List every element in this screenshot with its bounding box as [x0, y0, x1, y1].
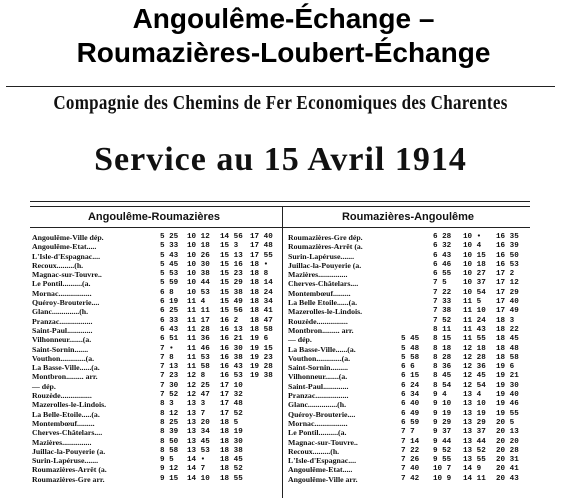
- departure-time: 13 19: [463, 409, 486, 418]
- departure-time: 16 30: [220, 344, 243, 353]
- departure-time: 11 46: [187, 344, 210, 353]
- departure-time: 10 44: [187, 279, 210, 288]
- departure-time: 19 15: [250, 344, 273, 353]
- departure-time: 15 3: [220, 242, 239, 251]
- departure-time: 10 38: [187, 270, 210, 279]
- station-name: Angoulême-Ville arr.: [288, 474, 358, 484]
- departure-time: 8 12: [160, 409, 179, 418]
- departure-time: 10 12: [187, 233, 210, 241]
- departure-time: 6 40: [401, 400, 420, 409]
- departure-time: 17 10: [220, 381, 243, 390]
- departure-time: 10 15: [463, 251, 486, 260]
- departure-time: 6 55: [433, 270, 452, 279]
- departure-time: 9 5: [160, 456, 174, 465]
- departure-time: 17 32: [220, 391, 243, 400]
- departure-time: 11 43: [463, 325, 486, 334]
- departure-time: 9 37: [433, 428, 452, 437]
- departure-time: 11 11: [187, 307, 210, 316]
- departure-time: 13 37: [463, 428, 486, 437]
- station-name: Roumazières-Arrêt (a.: [32, 465, 107, 475]
- timetable-document: [6, 86, 555, 501]
- station-name: Mornac.................: [288, 418, 348, 428]
- station-name: Glanc..............(h.: [32, 307, 89, 317]
- departure-time: 8 11: [433, 325, 452, 334]
- departure-time: 19 38: [250, 372, 273, 381]
- departure-time: 6 25: [160, 307, 179, 316]
- departure-time: 14 11: [463, 474, 486, 483]
- station-name: Pranzac.................: [32, 316, 93, 326]
- departure-time: 18 45: [220, 456, 243, 465]
- departure-time: 9 44: [433, 437, 452, 446]
- departure-time: 19 23: [250, 353, 273, 362]
- departure-time: 7 5: [433, 279, 447, 288]
- station-name: — dép.: [288, 335, 312, 345]
- departure-time: 6 59: [401, 418, 420, 427]
- departure-time: 7 14: [401, 437, 420, 446]
- departure-time: 18 •: [250, 260, 269, 269]
- departure-time: 8 45: [433, 372, 452, 381]
- service-heading: Service au 15 Avril 1914: [94, 141, 467, 178]
- departure-time: 18 41: [250, 307, 273, 316]
- column-separator: [282, 206, 283, 498]
- departure-time: 15 38: [220, 288, 243, 297]
- departure-time: 11 55: [463, 335, 486, 344]
- station-name: La Basse-Ville......(a.: [288, 344, 356, 354]
- departure-time: 18 47: [250, 316, 273, 325]
- departure-time: 5 48: [401, 344, 420, 353]
- departure-time: 13 34: [187, 428, 210, 437]
- departure-time: 6 8: [160, 288, 174, 297]
- station-name: Angoulême-Etat.....: [32, 242, 97, 252]
- departure-time: 10 53: [187, 288, 210, 297]
- departure-time: 5 45: [401, 335, 420, 344]
- departure-time: 15 49: [220, 298, 243, 307]
- departure-time: 8 54: [433, 381, 452, 390]
- station-name: Montbron......... arr.: [32, 372, 98, 382]
- station-name: Mazières...............: [288, 270, 348, 280]
- station-name: Vouthon.............(a.: [32, 353, 95, 363]
- station-name: Montembœuf.........: [32, 418, 95, 428]
- station-name: Juillac-la-Pouyerie (a.: [32, 446, 106, 456]
- station-name: Angoulême-Etat.....: [288, 465, 353, 475]
- departure-time: 7 30: [160, 381, 179, 390]
- departure-time: 10 26: [187, 251, 210, 260]
- station-name: Vilhonneur.......(a.: [288, 372, 348, 382]
- divider: [30, 227, 530, 228]
- departure-time: 16 13: [220, 325, 243, 334]
- departure-time: 9 29: [433, 418, 452, 427]
- departure-time: 8 39: [160, 428, 179, 437]
- departure-time: 9 10: [433, 400, 452, 409]
- departure-time: 8 18: [433, 344, 452, 353]
- departure-time: 5 53: [160, 270, 179, 279]
- station-name: Le Pontil..........(a.: [32, 279, 91, 289]
- left-table-heading: Angoulême-Roumazières: [87, 211, 221, 223]
- departure-time: 14 10: [187, 474, 210, 483]
- departure-time: 17 48: [220, 400, 243, 409]
- station-name: Quéroy-Brouterie....: [32, 298, 100, 308]
- departure-time: 10 18: [187, 242, 210, 251]
- departure-time: 15 13: [220, 251, 243, 260]
- departure-time: 11 5: [463, 298, 482, 307]
- departure-time: 20 43: [496, 474, 519, 483]
- station-name: Mazières...............: [32, 437, 92, 447]
- departure-time: 16 53: [496, 260, 519, 269]
- departure-time: 8 15: [433, 335, 452, 344]
- departure-time: 10 54: [463, 288, 486, 297]
- departure-time: 18 3: [496, 316, 515, 325]
- departure-time: 10 7: [433, 465, 452, 474]
- departure-time: 18 8: [250, 270, 269, 279]
- station-name: Surin-Lapéruse.......: [32, 456, 99, 466]
- divider: [30, 206, 530, 207]
- station-name: Magnac-sur-Touvre..: [32, 270, 102, 280]
- departure-time: 12 28: [463, 353, 486, 362]
- departure-time: 9 19: [433, 409, 452, 418]
- departure-time: 6 6: [401, 363, 415, 372]
- departure-time: 5 58: [401, 353, 420, 362]
- departure-time: 18 34: [250, 298, 273, 307]
- station-name: Saint-Paul.............: [288, 381, 349, 391]
- departure-time: 7 22: [433, 288, 452, 297]
- departure-time: 19 21: [496, 372, 519, 381]
- departure-time: 7 26: [401, 456, 420, 465]
- station-name: Vilhonneur.......(a.: [32, 335, 92, 345]
- station-name: Rouzède................: [32, 391, 92, 401]
- departure-time: 6 43: [160, 325, 179, 334]
- station-name: Pranzac.................: [288, 391, 349, 401]
- departure-time: 11 10: [463, 307, 486, 316]
- departure-time: 6 32: [433, 242, 452, 251]
- departure-time: 16 43: [220, 363, 243, 372]
- departure-time: 10 4: [463, 242, 482, 251]
- station-name: Recoux.........(h.: [288, 446, 340, 456]
- departure-time: 17 40: [250, 233, 273, 241]
- departure-time: 14 56: [220, 233, 243, 241]
- company-heading: Compagnie des Chemins de Fer Economiques des Charentes: [53, 91, 508, 114]
- departure-time: 17 29: [496, 288, 519, 297]
- departure-time: 6 28: [433, 233, 452, 241]
- station-name: Mornac.................: [32, 288, 92, 298]
- departure-time: 17 2: [496, 270, 515, 279]
- departure-time: 12 8: [187, 372, 206, 381]
- departure-time: 7 52: [433, 316, 452, 325]
- departure-time: 13 20: [187, 418, 210, 427]
- departure-time: 11 36: [187, 335, 210, 344]
- departure-time: 20 28: [496, 446, 519, 455]
- departure-time: 19 28: [250, 363, 273, 372]
- departure-time: 18 5: [220, 418, 239, 427]
- departure-time: 8 25: [160, 418, 179, 427]
- departure-time: 7 13: [160, 363, 179, 372]
- station-name: — dép.: [32, 381, 56, 391]
- right-table-heading: Roumazières-Angoulême: [341, 211, 475, 223]
- departure-time: 7 42: [401, 474, 420, 483]
- departure-time: 8 50: [160, 437, 179, 446]
- departure-time: 15 29: [220, 279, 243, 288]
- departure-time: 16 21: [220, 335, 243, 344]
- departure-time: 7 40: [401, 465, 420, 474]
- departure-time: 20 13: [496, 428, 519, 437]
- departure-time: 5 43: [160, 251, 179, 260]
- station-name: Juillac-la-Pouyerie (a.: [288, 260, 362, 270]
- title-line-1: Angoulême-Échange –: [132, 3, 435, 34]
- station-name: L'Isle-d'Espagnac....: [32, 251, 101, 261]
- departure-time: 7 23: [160, 372, 179, 381]
- departure-time: 12 54: [463, 381, 486, 390]
- departure-time: 6 43: [433, 251, 452, 260]
- departure-time: 18 45: [496, 335, 519, 344]
- departure-time: 19 46: [496, 400, 519, 409]
- departure-time: 13 4: [463, 391, 482, 400]
- departure-time: 6 19: [160, 298, 179, 307]
- departure-time: 17 55: [250, 251, 273, 260]
- departure-time: 10 •: [463, 233, 482, 241]
- departure-time: 11 53: [187, 353, 210, 362]
- departure-time: 19 6: [496, 363, 515, 372]
- departure-time: 18 14: [250, 279, 273, 288]
- station-name: La Belle Etoile......(a.: [288, 298, 358, 308]
- departure-time: 18 48: [496, 344, 519, 353]
- station-name: Surin-Lapéruse.......: [288, 251, 355, 261]
- departure-time: 18 38: [220, 446, 243, 455]
- departure-time: 6 34: [401, 391, 420, 400]
- departure-time: 12 45: [463, 372, 486, 381]
- departure-time: 17 40: [496, 298, 519, 307]
- departure-time: 13 45: [187, 437, 210, 446]
- departure-time: 5 25: [160, 233, 179, 241]
- departure-time: 16 2: [220, 316, 239, 325]
- departure-time: 14 •: [187, 456, 206, 465]
- departure-time: 17 12: [496, 279, 519, 288]
- departure-time: 9 4: [433, 391, 447, 400]
- departure-time: 20 5: [496, 418, 515, 427]
- departure-time: 13 44: [463, 437, 486, 446]
- departure-time: 19 6: [250, 335, 269, 344]
- departure-time: 7 •: [160, 344, 174, 353]
- station-name: Roumazières-Arrêt (a.: [288, 242, 363, 252]
- departure-time: 6 46: [433, 260, 452, 269]
- departure-time: 18 24: [250, 288, 273, 297]
- departure-time: 18 19: [220, 428, 243, 437]
- departure-time: 7 22: [401, 446, 420, 455]
- departure-time: 13 10: [463, 400, 486, 409]
- departure-time: 20 20: [496, 437, 519, 446]
- departure-time: 18 55: [220, 474, 243, 483]
- departure-time: 10 18: [463, 260, 486, 269]
- page-title: [0, 2, 567, 70]
- departure-time: 19 55: [496, 409, 519, 418]
- departure-time: 11 24: [463, 316, 486, 325]
- departure-time: 11 17: [187, 316, 210, 325]
- departure-time: 12 47: [187, 391, 210, 400]
- departure-time: 5 59: [160, 279, 179, 288]
- station-name: Cherves-Châtelars....: [288, 279, 359, 289]
- departure-time: 6 24: [401, 381, 420, 390]
- departure-time: 15 23: [220, 270, 243, 279]
- departure-time: 12 25: [187, 381, 210, 390]
- departure-time: 10 9: [433, 474, 452, 483]
- departure-time: 7 33: [433, 298, 452, 307]
- departure-time: 17 48: [250, 242, 273, 251]
- departure-time: 9 15: [160, 474, 179, 483]
- departure-time: 13 53: [187, 446, 210, 455]
- departure-time: 13 7: [187, 409, 206, 418]
- departure-time: 16 38: [220, 353, 243, 362]
- divider: [30, 201, 530, 202]
- departure-time: 17 49: [496, 307, 519, 316]
- departure-time: 10 30: [187, 260, 210, 269]
- departure-time: 14 9: [463, 465, 482, 474]
- departure-time: 10 37: [463, 279, 486, 288]
- station-name: Saint-Paul.............: [32, 325, 93, 335]
- station-name: Saint-Sornin.......: [32, 344, 89, 354]
- departure-time: 14 7: [187, 465, 206, 474]
- departure-time: 6 51: [160, 335, 179, 344]
- departure-time: 6 49: [401, 409, 420, 418]
- station-name: Roumazières-Gre dép.: [288, 233, 363, 242]
- departure-time: 5 33: [160, 242, 179, 251]
- station-name: Montbron......... arr.: [288, 325, 354, 335]
- departure-time: 10 27: [463, 270, 486, 279]
- departure-time: 8 3: [160, 400, 174, 409]
- departure-time: 8 58: [160, 446, 179, 455]
- departure-time: 9 52: [433, 446, 452, 455]
- departure-time: 20 41: [496, 465, 519, 474]
- departure-time: 16 39: [496, 242, 519, 251]
- departure-time: 16 50: [496, 251, 519, 260]
- departure-time: 17 52: [220, 409, 243, 418]
- departure-time: 7 8: [160, 353, 174, 362]
- departure-time: 19 40: [496, 391, 519, 400]
- departure-time: 18 30: [220, 437, 243, 446]
- title-line-2: Roumazières-Loubert-Échange: [76, 37, 491, 68]
- departure-time: 6 15: [401, 372, 420, 381]
- station-name: Le Pontil..........(a.: [288, 428, 347, 438]
- station-name: Montembœuf.........: [288, 288, 351, 298]
- station-name: Vouthon.............(a.: [288, 353, 351, 363]
- departure-time: 12 36: [463, 363, 486, 372]
- station-name: Cherves-Châtelars....: [32, 428, 103, 438]
- departure-time: 18 58: [250, 325, 273, 334]
- station-name: Magnac-sur-Touvre..: [288, 437, 358, 447]
- departure-time: 7 7: [401, 428, 415, 437]
- departure-time: 18 22: [496, 325, 519, 334]
- departure-time: 18 58: [496, 353, 519, 362]
- station-name: Quéroy-Brouterie....: [288, 409, 356, 419]
- departure-time: 11 28: [187, 325, 210, 334]
- departure-time: 6 33: [160, 316, 179, 325]
- departure-time: 8 28: [433, 353, 452, 362]
- departure-time: 13 3: [187, 400, 206, 409]
- departure-time: 11 4: [187, 298, 206, 307]
- departure-time: 15 16: [220, 260, 243, 269]
- station-name: Saint-Sornin.........: [288, 363, 349, 373]
- departure-time: 11 58: [187, 363, 210, 372]
- station-name: Angoulême-Ville dép.: [32, 233, 104, 242]
- departure-time: 20 31: [496, 456, 519, 465]
- station-name: La Belle-Etoile.....(a.: [32, 409, 100, 419]
- departure-time: 16 35: [496, 233, 519, 241]
- station-name: Mazerolles-le-Lindois.: [288, 307, 363, 317]
- departure-time: 9 12: [160, 465, 179, 474]
- station-name: L'Isle-d'Espagnac....: [288, 456, 357, 466]
- departure-time: 8 36: [433, 363, 452, 372]
- departure-time: 7 38: [433, 307, 452, 316]
- departure-time: 5 45: [160, 260, 179, 269]
- station-name: Rouzède................: [288, 316, 348, 326]
- departure-time: 7 52: [160, 391, 179, 400]
- station-name: Roumazières-Gre arr.: [32, 474, 105, 484]
- departure-time: 16 53: [220, 372, 243, 381]
- departure-time: 13 29: [463, 418, 486, 427]
- station-name: Mazerolles-le-Lindois.: [32, 400, 107, 410]
- departure-time: 13 52: [463, 446, 486, 455]
- departure-time: 18 52: [220, 465, 243, 474]
- station-name: La Basse-Ville......(a.: [32, 363, 100, 373]
- departure-time: 15 56: [220, 307, 243, 316]
- departure-time: 9 55: [433, 456, 452, 465]
- station-name: Recoux.........(h.: [32, 260, 84, 270]
- departure-time: 13 55: [463, 456, 486, 465]
- departure-time: 12 18: [463, 344, 486, 353]
- station-name: Glanc...............(h.: [288, 400, 347, 410]
- departure-time: 19 30: [496, 381, 519, 390]
